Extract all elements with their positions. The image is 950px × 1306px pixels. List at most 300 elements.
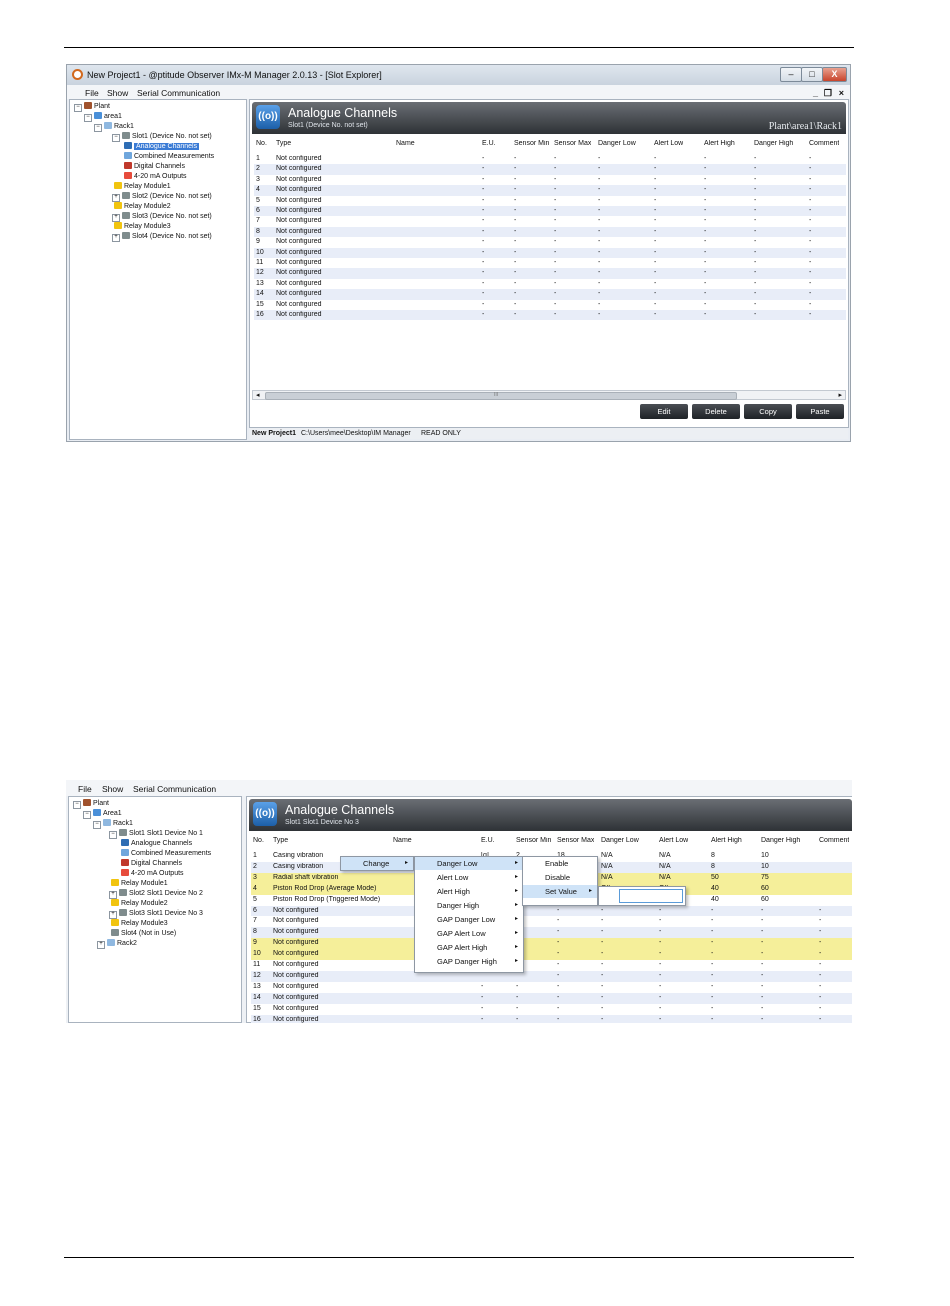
table-cell: -	[809, 269, 812, 277]
table-cell: -	[761, 1015, 764, 1023]
table-row[interactable]	[254, 164, 846, 174]
rack-icon	[104, 122, 112, 129]
table-cell: -	[654, 269, 657, 277]
table-row[interactable]	[254, 237, 846, 247]
table-cell: -	[754, 238, 757, 246]
table-row[interactable]	[254, 289, 846, 299]
tree-node[interactable]	[112, 212, 212, 221]
table-row[interactable]	[251, 982, 852, 993]
menu-item[interactable]	[415, 927, 523, 940]
menu-item[interactable]	[415, 857, 523, 870]
table-row[interactable]	[251, 993, 852, 1004]
table-cell: -	[711, 950, 714, 958]
tree-node-label: Plant	[93, 800, 109, 807]
tree-node-label: Slot4 (Device No. not set)	[132, 233, 212, 240]
tree-node[interactable]	[114, 182, 171, 191]
tree-expander-icon[interactable]: −	[93, 821, 101, 829]
table-cell: 5	[256, 196, 260, 204]
table-cell: N/A	[601, 852, 613, 859]
table-cell: -	[598, 186, 601, 194]
tree-node[interactable]	[109, 909, 203, 918]
scroll-left-icon[interactable]: ◂	[256, 392, 260, 399]
table-cell: 6	[253, 906, 257, 914]
tree-node[interactable]	[93, 819, 133, 828]
table-cell: -	[654, 311, 657, 318]
table-cell: -	[704, 207, 707, 214]
table-cell: -	[554, 238, 557, 246]
mdi-minimize-button[interactable]: _	[812, 88, 818, 98]
table-cell: -	[654, 155, 657, 162]
menu-item-label: GAP Danger High	[437, 957, 497, 966]
table-cell: Not configured	[276, 196, 322, 204]
table-cell: -	[711, 917, 714, 925]
table-cell: -	[819, 939, 822, 947]
column-header[interactable]: Danger Low	[598, 140, 636, 147]
table-cell: 13	[256, 279, 264, 287]
column-header[interactable]: No.	[256, 140, 267, 147]
table-cell: -	[761, 950, 764, 958]
context-menu-level1	[340, 856, 414, 871]
tree-node[interactable]	[124, 162, 185, 171]
table-row[interactable]	[254, 279, 846, 289]
table-row[interactable]	[254, 216, 846, 226]
tree-node[interactable]	[109, 889, 203, 898]
tree-expander-icon[interactable]: −	[94, 124, 102, 132]
table-cell: -	[601, 982, 604, 990]
table-cell: -	[659, 1015, 662, 1023]
column-header[interactable]: Name	[393, 837, 412, 844]
table-cell: Not configured	[276, 227, 322, 235]
table-cell: 1	[253, 852, 257, 859]
column-header[interactable]: Alert High	[704, 140, 735, 147]
table-cell: N/A	[601, 873, 613, 881]
table-cell: -	[601, 1004, 604, 1012]
table-cell: -	[482, 238, 485, 246]
table-row[interactable]	[251, 949, 852, 960]
table-cell: 11	[253, 961, 261, 968]
tree-node[interactable]	[124, 152, 214, 161]
minimize-button[interactable]: –	[780, 67, 802, 82]
table-cell: -	[554, 207, 557, 214]
column-header[interactable]: Comment	[809, 140, 840, 147]
table-cell: -	[654, 207, 657, 214]
submenu-arrow-icon: ▸	[404, 860, 408, 866]
output-icon	[121, 869, 129, 876]
table-cell: Not configured	[273, 950, 319, 958]
table-cell: Not configured	[273, 971, 319, 979]
column-header[interactable]: Alert Low	[654, 140, 684, 147]
table-row[interactable]	[251, 906, 852, 917]
tree-node-label: Combined Measurements	[134, 153, 215, 160]
set-value-popup	[598, 886, 686, 906]
table-cell: -	[598, 311, 601, 318]
table-cell: -	[514, 155, 517, 162]
set-value-input[interactable]	[619, 889, 683, 903]
table-cell: 1	[256, 155, 260, 162]
table-cell: -	[754, 165, 757, 173]
analogue-channels-icon: ((o))	[256, 105, 280, 129]
table-cell: -	[598, 217, 601, 225]
mdi-restore-button[interactable]: ❐	[823, 88, 832, 98]
column-header[interactable]: Type	[273, 837, 289, 844]
tree-node[interactable]	[121, 849, 211, 858]
menu-item-label: GAP Alert Low	[437, 929, 486, 938]
table-row[interactable]	[251, 971, 852, 982]
table-row[interactable]	[254, 300, 846, 310]
menu-item[interactable]	[523, 871, 597, 884]
table-cell: 10	[253, 950, 261, 958]
table-cell: -	[601, 928, 604, 936]
table-cell: -	[761, 939, 764, 947]
tree-expander-icon[interactable]: +	[109, 891, 117, 899]
table-cell: -	[482, 300, 485, 308]
tree-node-label: Slot4 (Not in Use)	[121, 930, 177, 937]
table-cell: Not configured	[273, 917, 319, 925]
table-cell: -	[514, 196, 517, 204]
table-cell: -	[557, 961, 560, 968]
tree-node[interactable]	[109, 829, 203, 838]
table-row[interactable]	[254, 185, 846, 195]
table-cell: -	[704, 227, 707, 235]
table-cell: 10	[256, 248, 264, 256]
panel-subtitle-2: Slot1 Slot1 Device No 3	[285, 819, 359, 826]
analogue-channels-panel-2	[246, 796, 852, 1023]
tree-expander-icon[interactable]: −	[84, 114, 92, 122]
menu-item-change[interactable]	[341, 857, 413, 870]
table-row[interactable]	[254, 227, 846, 237]
tree-node[interactable]	[73, 799, 109, 808]
table-cell: 8	[711, 862, 715, 870]
tree-expander-icon[interactable]: −	[112, 134, 120, 142]
menu-file[interactable]: File	[85, 88, 99, 98]
table-cell: -	[482, 259, 485, 266]
tree-node[interactable]	[114, 222, 171, 231]
relay-icon	[114, 182, 122, 189]
window-title: New Project1 - @ptitude Observer IMx-M Manager 2.0.13 - [Slot Explorer]	[87, 70, 382, 80]
tree-node-label: Relay Module1	[124, 183, 171, 190]
delete-button[interactable]: Delete	[692, 404, 740, 419]
relay-icon	[114, 202, 122, 209]
table-cell: -	[557, 971, 560, 979]
table-cell: -	[554, 155, 557, 162]
tree-node[interactable]	[111, 899, 168, 908]
table-cell: 15	[253, 1004, 261, 1012]
table-cell: -	[482, 207, 485, 214]
digital-icon	[121, 859, 129, 866]
table-row[interactable]	[254, 258, 846, 268]
copy-button[interactable]: Copy	[744, 404, 792, 419]
plant-icon	[84, 102, 92, 109]
table-cell: Not configured	[276, 290, 322, 298]
panel-path: Plant\area1\Rack1	[768, 121, 842, 132]
rack-icon	[107, 939, 115, 946]
table-cell: -	[481, 1015, 484, 1023]
table-cell: -	[809, 279, 812, 287]
slot-icon	[111, 929, 119, 936]
panel-subtitle: Slot1 (Device No. not set)	[288, 122, 368, 129]
table-cell: -	[598, 269, 601, 277]
menu-show[interactable]: Show	[107, 88, 129, 98]
tree-node[interactable]	[112, 192, 212, 201]
context-menu-level3	[522, 856, 598, 906]
table-cell: -	[557, 1004, 560, 1012]
horizontal-scrollbar[interactable]	[252, 390, 846, 400]
column-header[interactable]: E.U.	[482, 140, 496, 147]
table-cell: 75	[761, 873, 769, 881]
menu-item-label: Set Value	[545, 887, 577, 896]
slot-icon	[119, 829, 127, 836]
tree-node[interactable]	[111, 919, 168, 928]
tree-node[interactable]	[121, 839, 192, 848]
table-cell: -	[654, 196, 657, 204]
table-cell: 14	[256, 290, 264, 298]
scrollbar-thumb[interactable]	[265, 392, 737, 400]
table-row[interactable]	[254, 175, 846, 185]
tree-node-label: Analogue Channels	[136, 143, 198, 150]
tree-node-label: Area1	[103, 810, 122, 817]
tree-node-label: area1	[104, 113, 122, 120]
table-cell: -	[819, 917, 822, 925]
table-cell: -	[514, 248, 517, 256]
column-header[interactable]: No.	[253, 837, 264, 844]
table-cell: -	[514, 238, 517, 246]
submenu-arrow-icon: ▸	[514, 874, 518, 880]
table-cell: -	[754, 311, 757, 318]
table-cell: -	[516, 1004, 519, 1012]
menu-item[interactable]	[523, 857, 597, 870]
table-cell: -	[601, 906, 604, 914]
tree-expander-icon[interactable]: −	[73, 801, 81, 809]
submenu-arrow-icon: ▸	[514, 930, 518, 936]
table-cell: 16	[256, 311, 264, 318]
tree-node-label: Slot1 Slot1 Device No 1	[129, 830, 203, 837]
column-header[interactable]: Sensor Min	[514, 140, 550, 147]
table-cell: -	[704, 217, 707, 225]
table-cell: N/A	[659, 862, 671, 870]
table-row[interactable]	[254, 248, 846, 258]
menu-item[interactable]	[415, 913, 523, 926]
table-row[interactable]	[254, 196, 846, 206]
tree-node[interactable]	[111, 879, 168, 888]
tree-node[interactable]	[114, 202, 171, 211]
table-row[interactable]	[254, 268, 846, 278]
tree-node[interactable]	[83, 809, 122, 818]
status-path: C:\Users\mee\Desktop\IM Manager	[301, 430, 411, 437]
table-cell: -	[754, 227, 757, 235]
status-project: New Project1	[252, 430, 296, 437]
table-cell: -	[704, 248, 707, 256]
menu-item[interactable]	[415, 941, 523, 954]
panel-title-2: Analogue Channels	[285, 803, 395, 817]
table-cell: 11	[256, 259, 264, 266]
table-cell: -	[514, 279, 517, 287]
table-cell: Not configured	[273, 906, 319, 914]
tree-node[interactable]	[124, 172, 187, 181]
tree-node[interactable]	[111, 929, 176, 938]
table-row[interactable]	[251, 927, 852, 938]
tree-node-label: Rack1	[114, 123, 134, 130]
table-cell: -	[754, 248, 757, 256]
menu-item[interactable]	[415, 955, 523, 968]
tree-node[interactable]	[97, 939, 137, 948]
tree-expander-icon[interactable]: −	[109, 831, 117, 839]
table-cell: -	[654, 248, 657, 256]
table-cell: -	[557, 950, 560, 958]
menu-bar-2	[66, 780, 852, 796]
bottom-rule	[64, 1257, 854, 1258]
menu-show-2[interactable]: Show	[102, 784, 124, 794]
tree-node[interactable]	[112, 132, 212, 141]
table-cell: -	[514, 300, 517, 308]
table-row[interactable]	[251, 938, 852, 949]
table-cell: 5	[253, 895, 257, 903]
table-cell: -	[704, 311, 707, 318]
table-row[interactable]	[254, 206, 846, 216]
table-cell: -	[514, 269, 517, 277]
column-header[interactable]: Alert High	[711, 837, 742, 844]
table-cell: -	[819, 961, 822, 968]
table-cell: -	[704, 165, 707, 173]
table-cell: -	[554, 217, 557, 225]
menu-item[interactable]	[415, 899, 523, 912]
tree-node[interactable]	[121, 859, 182, 868]
table-cell: -	[654, 279, 657, 287]
table-cell: -	[554, 259, 557, 266]
table-cell: -	[554, 300, 557, 308]
scroll-right-icon[interactable]: ▸	[838, 392, 842, 399]
tree-node-label: Digital Channels	[131, 860, 182, 867]
column-header[interactable]: Danger Low	[601, 837, 639, 844]
tree-node-label: Combined Measurements	[131, 850, 212, 857]
table-cell: -	[598, 207, 601, 214]
slot-icon	[119, 889, 127, 896]
table-header	[254, 138, 846, 154]
tree-node-label: 4-20 mA Outputs	[134, 173, 187, 180]
table-cell: -	[809, 248, 812, 256]
table-cell: -	[654, 290, 657, 298]
table-cell: Not configured	[276, 300, 322, 308]
mdi-close-button[interactable]: ×	[838, 88, 844, 98]
menu-item[interactable]	[415, 885, 523, 898]
table-row[interactable]	[254, 310, 846, 320]
table-cell: -	[711, 1004, 714, 1012]
menu-item-label: Danger High	[437, 901, 480, 910]
table-cell: -	[819, 1004, 822, 1012]
table-cell: -	[659, 961, 662, 968]
table-cell: -	[557, 1015, 560, 1023]
tree-expander-icon[interactable]: +	[112, 214, 120, 222]
table-cell: -	[761, 971, 764, 979]
tree-node[interactable]	[112, 232, 212, 241]
menu-item-label: Danger Low	[437, 859, 478, 868]
panel-header	[252, 102, 846, 134]
tree-expander-icon[interactable]: +	[112, 194, 120, 202]
output-icon	[124, 172, 132, 179]
menu-item[interactable]	[523, 885, 597, 898]
table-cell: Not configured	[276, 259, 322, 266]
table-cell: -	[809, 259, 812, 266]
table-cell: -	[481, 993, 484, 1001]
tree-expander-icon[interactable]: +	[109, 911, 117, 919]
tree-expander-icon[interactable]: +	[97, 941, 105, 949]
digital-icon	[124, 162, 132, 169]
tree-expander-icon[interactable]: +	[112, 234, 120, 242]
close-button[interactable]: X	[822, 67, 847, 82]
table-cell: Not configured	[276, 311, 322, 318]
table-header	[251, 835, 852, 851]
table-row[interactable]	[251, 1004, 852, 1015]
maximize-button[interactable]: □	[801, 67, 823, 82]
table-cell: -	[809, 207, 812, 214]
table-cell: -	[554, 269, 557, 277]
column-header[interactable]: Danger High	[754, 140, 794, 147]
tree-node[interactable]	[94, 122, 134, 131]
menu-serial-communication-2[interactable]: Serial Communication	[133, 784, 217, 794]
column-header[interactable]: Comment	[819, 837, 850, 844]
table-cell: -	[659, 928, 662, 936]
tree-node[interactable]	[124, 142, 199, 151]
table-cell: -	[654, 217, 657, 225]
menu-file-2[interactable]: File	[78, 784, 92, 794]
table-cell: -	[761, 906, 764, 914]
table-cell: Not configured	[273, 1015, 319, 1023]
submenu-arrow-icon: ▸	[514, 916, 518, 922]
table-cell: -	[557, 917, 560, 925]
table-cell: -	[598, 279, 601, 287]
table-cell: -	[554, 186, 557, 194]
column-header[interactable]: Type	[276, 140, 292, 147]
table-cell: 9	[256, 238, 260, 246]
column-header[interactable]: Sensor Max	[554, 140, 592, 147]
table-cell: -	[482, 279, 485, 287]
tree-node[interactable]	[74, 102, 110, 111]
column-header[interactable]: Danger High	[761, 837, 801, 844]
table-cell: -	[482, 217, 485, 225]
table-cell: 4	[256, 186, 260, 194]
slot-icon	[119, 909, 127, 916]
edit-button[interactable]: Edit	[640, 404, 688, 419]
table-cell: 2	[253, 862, 257, 870]
table-row[interactable]	[251, 960, 852, 971]
table-cell: -	[809, 196, 812, 204]
table-cell: 6	[256, 207, 260, 214]
table-cell: -	[554, 227, 557, 235]
tree-expander-icon[interactable]: −	[83, 811, 91, 819]
menu-item[interactable]	[415, 871, 523, 884]
table-row[interactable]	[251, 916, 852, 927]
column-header[interactable]: Alert Low	[659, 837, 689, 844]
table-cell: -	[601, 939, 604, 947]
column-header[interactable]: Sensor Min	[516, 837, 552, 844]
column-header[interactable]: Sensor Max	[557, 837, 595, 844]
table-row[interactable]	[254, 154, 846, 164]
table-row[interactable]	[251, 1015, 852, 1024]
analogue-channels-icon-2: ((o))	[253, 802, 277, 826]
tree-node[interactable]	[84, 112, 122, 121]
table-cell: 7	[256, 217, 260, 225]
table-cell: -	[482, 248, 485, 256]
tree-node[interactable]	[121, 869, 184, 878]
tree-expander-icon[interactable]: −	[74, 104, 82, 112]
table-cell: -	[601, 1015, 604, 1023]
table-cell: -	[598, 290, 601, 298]
paste-button[interactable]: Paste	[796, 404, 844, 419]
menu-serial-communication[interactable]: Serial Communication	[137, 88, 221, 98]
column-header[interactable]: Name	[396, 140, 415, 147]
table-cell: -	[654, 300, 657, 308]
table-cell: -	[514, 290, 517, 298]
column-header[interactable]: E.U.	[481, 837, 495, 844]
